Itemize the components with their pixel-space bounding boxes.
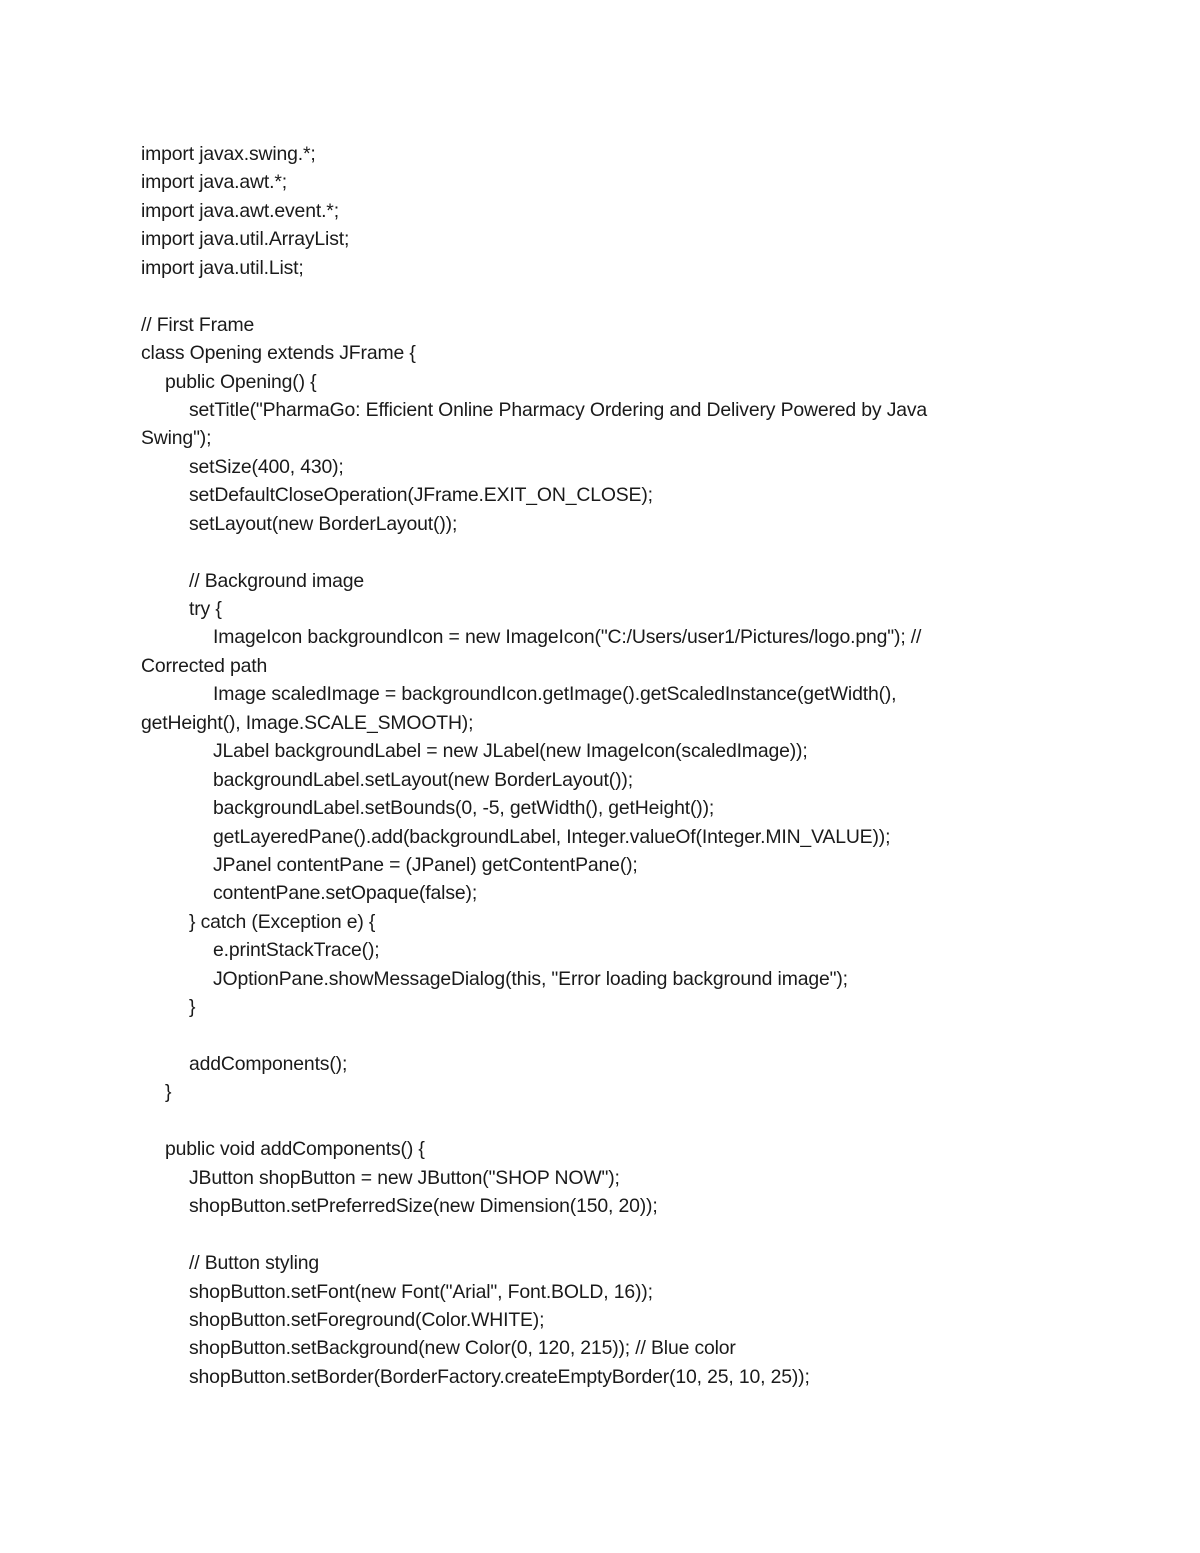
blank-line [141,1107,1061,1135]
blank-line [141,1221,1061,1249]
code-line: import javax.swing.*; [141,143,316,165]
code-line: Swing"); [141,427,212,450]
code-line: import java.util.ArrayList; [141,228,350,251]
code-line: } [165,1081,172,1104]
code-line: public void addComponents() { [165,1138,425,1161]
code-line: setTitle("PharmaGo: Efficient Online Pharmacy Ordering and Delivery Powered by Java [189,398,928,421]
code-line: shopButton.setBackground(new Color(0, 120, 215)); // Blue color [189,1337,736,1360]
code-line: } catch (Exception e) { [189,910,376,933]
code-line: setLayout(new BorderLayout()); [189,512,458,535]
code-line: } [189,996,196,1019]
code-line: import java.awt.*; [141,171,288,194]
code-line: e.printStackTrace(); [213,939,380,962]
blank-line [141,538,1061,566]
code-line: getHeight(), Image.SCALE_SMOOTH); [141,711,474,734]
code-line: backgroundLabel.setLayout(new BorderLayout()); [213,768,633,791]
code-line: // Background image [189,569,364,592]
code-line: // Button styling [189,1252,320,1275]
code-line: public Opening() { [165,370,317,393]
code-line: shopButton.setForeground(Color.WHITE); [189,1308,545,1331]
code-line: JLabel backgroundLabel = new JLabel(new ImageIcon(scaledImage)); [213,740,808,763]
code-line: import java.util.List; [141,256,304,279]
code-line: addComponents(); [189,1053,348,1075]
code-line: Image scaledImage = backgroundIcon.getImage().getScaledInstance(getWidth(), [213,683,897,706]
blank-line [141,1022,1061,1050]
code-line: // First Frame [141,313,255,336]
code-line: Corrected path [141,654,268,677]
code-line: getLayeredPane().add(backgroundLabel, Integer.valueOf(Integer.MIN_VALUE)); [213,825,891,848]
code-line: import java.awt.event.*; [141,199,339,222]
code-line: ImageIcon backgroundIcon = new ImageIcon("C:/Users/user1/Pictures/logo.png"); // [213,626,922,649]
code-line: shopButton.setFont(new Font("Arial", Font.BOLD, 16)); [189,1280,653,1303]
code-line: shopButton.setBorder(BorderFactory.createEmptyBorder(10, 25, 10, 25)); [189,1365,810,1388]
code-line: setDefaultCloseOperation(JFrame.EXIT_ON_CLOSE); [189,484,653,507]
code-line: JOptionPane.showMessageDialog(this, "Error loading background image"); [213,967,848,990]
code-line: try { [189,598,222,620]
code-line: JButton shopButton = new JButton("SHOP NOW"); [189,1166,620,1189]
code-line: shopButton.setPreferredSize(new Dimension(150, 20)); [189,1195,658,1218]
code-line: JPanel contentPane = (JPanel) getContentPane(); [213,853,638,876]
code-line: class Opening extends JFrame { [141,342,416,365]
blank-line [141,282,1061,310]
code-listing [141,140,1061,1391]
code-line: setSize(400, 430); [189,455,344,478]
code-line: backgroundLabel.setBounds(0, -5, getWidth(), getHeight()); [213,797,715,820]
code-line: contentPane.setOpaque(false); [213,882,478,905]
